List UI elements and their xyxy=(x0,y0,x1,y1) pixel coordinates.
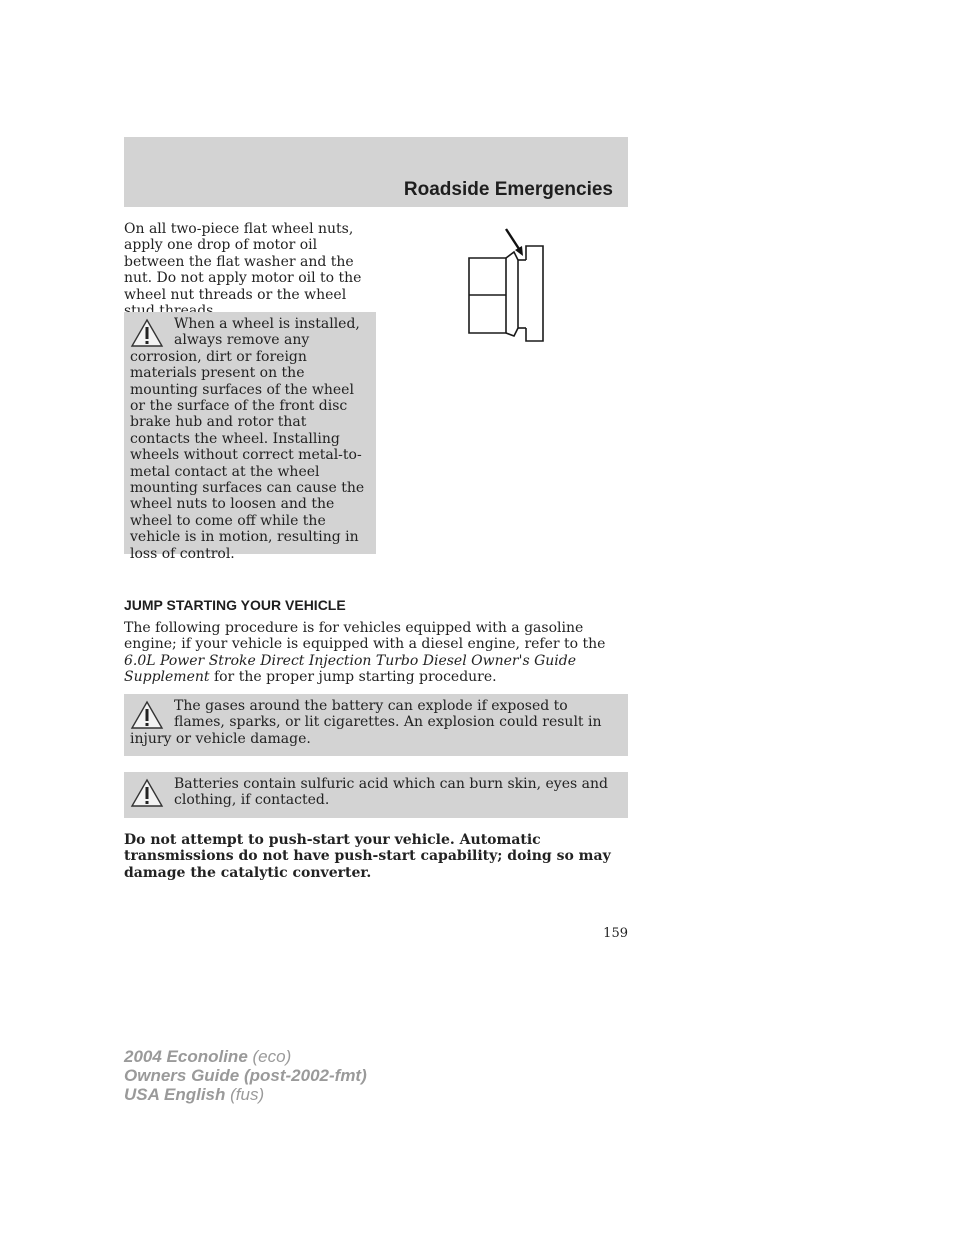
page-number: 159 xyxy=(603,926,628,941)
wheel-nut-diagram xyxy=(462,224,552,348)
intro-paragraph: On all two-piece flat wheel nuts, apply one drop of motor oil between the flat washer and the nut. Do not apply motor oil to the wheel nut threads or the wheel xyxy=(124,221,362,303)
header-band xyxy=(124,137,628,207)
procedure-paragraph xyxy=(124,620,628,686)
procedure-text-end: for the proper jump starting procedure. xyxy=(209,669,497,686)
warning-box-battery-acid xyxy=(124,772,628,818)
warning-text: When a wheel is installed, always remove any corrosion, dirt or foreign materials present on the mounting surfaces of the wheel or the surface of the front disc brake hub and rotor that contacts the wheel. Installing wheels without correct metal-to-metal contact at the wheel mounting surfaces can cause the wheel nuts to loosen and the wheel to come off while the vehicle is in motion, resulting in loss of control. xyxy=(130,316,365,562)
page-title: Roadside Emergencies xyxy=(403,179,613,200)
warning-text: Batteries contain sulfuric acid which can burn skin, eyes and clothing, if contacted. xyxy=(174,776,608,809)
footer-line-language: USA English (fus) xyxy=(124,1085,265,1104)
section-heading: JUMP STARTING YOUR VEHICLE xyxy=(124,597,346,613)
document-footer xyxy=(124,1047,367,1104)
footer-line-guide: Owners Guide (post-2002-fmt) xyxy=(124,1066,367,1085)
warning-box-wheel-install xyxy=(124,312,376,562)
push-start-notice: Do not attempt to push-start your vehicle. Automatic transmissions do not have push-start capability; doing so may damage the catalytic converter. xyxy=(124,832,611,881)
diesel-guide-reference: 6.0L Power Stroke Direct Injection Turbo Diesel Owner's Guide Supplement xyxy=(124,652,577,686)
warning-triangle-icon xyxy=(130,318,164,348)
warning-triangle-icon xyxy=(130,700,164,730)
procedure-text-start: The following procedure is for vehicles equipped with a gasoline engine; if your vehicle is equipped with a diesel engine, refer to the xyxy=(124,620,606,653)
footer-line-model: 2004 Econoline (eco) xyxy=(124,1047,292,1066)
warning-triangle-icon xyxy=(130,778,164,808)
warning-text: The gases around the battery can explode if exposed to flames, sparks, or lit cigarettes. An explosion could result in injury or vehicle damage. xyxy=(130,698,602,747)
warning-box-battery-gas xyxy=(124,694,628,756)
